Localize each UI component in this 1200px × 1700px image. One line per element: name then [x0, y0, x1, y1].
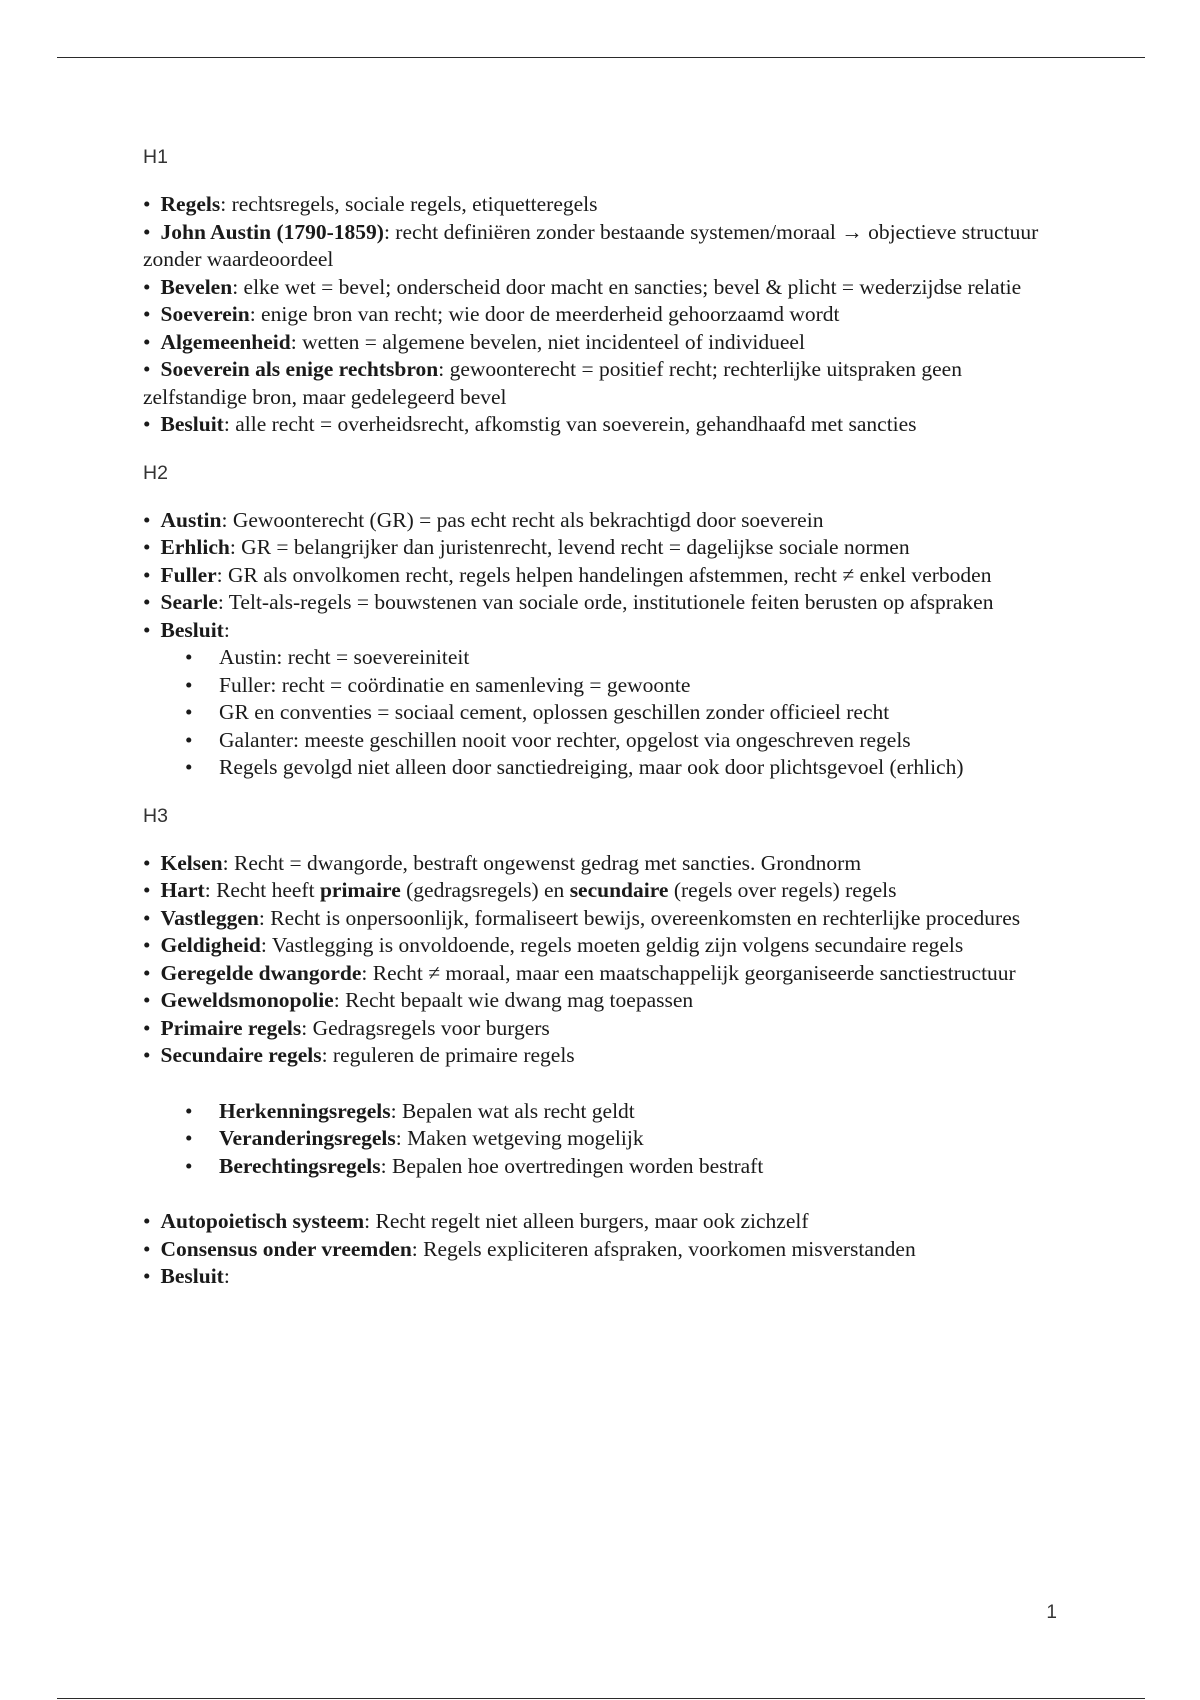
list-item: • Primaire regels: Gedragsregels voor burgers	[143, 1015, 550, 1040]
list-item: • Geldigheid: Vastlegging is onvoldoende, regels moeten geldig zijn volgens secundaire regels	[143, 933, 964, 957]
list-item: • Secundaire regels: reguleren de primaire regels	[143, 1043, 575, 1067]
list-item: • Erhlich: GR = belangrijker dan juristenrecht, levend recht = dagelijkse sociale normen	[143, 535, 910, 559]
spacer	[143, 1180, 1068, 1208]
list-item: • Besluit: alle recht = overheidsrecht, afkomstig van soeverein, gehandhaafd met sancties	[143, 412, 917, 436]
sub-bullet-list	[143, 1098, 1068, 1181]
sub-list-item: • Berechtingsregels: Bepalen hoe overtredingen worden bestraft	[185, 1153, 1068, 1181]
list-item: • Algemeenheid: wetten = algemene bevelen, niet incidenteel of individueel	[143, 329, 805, 354]
bullet-icon: •	[185, 1098, 193, 1123]
list-item: • Besluit: • Austin: recht = soevereiniteit • Fuller: recht = coördinatie en samenleving = gewoonte • GR en conventies = sociaal cement, oplossen geschillen zonder officieel recht • Galanter: meeste geschillen nooit voor rechter, opgelost via ongeschreven regels • Regels gevolgd niet alleen door sanctiedreiging, maar ook door plichtsgevoel (erhlich)	[143, 617, 1068, 782]
sub-list-item: • Austin: recht = soevereiniteit	[185, 644, 1068, 672]
list-item: • Searle: Telt-als-regels = bouwstenen van sociale orde, institutionele feiten berusten op afspraken	[143, 590, 994, 614]
document-body	[143, 143, 1068, 1311]
page-number: 1	[1046, 1602, 1057, 1623]
section-h1	[143, 143, 1068, 439]
list-item: • Soeverein als enige rechtsbron: gewoonterecht = positief recht; rechterlijke uitspraken geen zelfstandige bron, maar gedelegeerd bevel	[143, 357, 962, 409]
bullet-icon: •	[143, 850, 151, 875]
list-item: • Soeverein: enige bron van recht; wie door de meerderheid gehoorzaamd wordt	[143, 302, 840, 326]
bullet-icon: •	[143, 1236, 151, 1261]
bullet-icon: •	[185, 1153, 193, 1178]
sub-list-item: • Fuller: recht = coördinatie en samenleving = gewoonte	[185, 672, 1068, 700]
bullet-icon: •	[143, 329, 151, 354]
list-item: • Besluit:	[143, 1264, 230, 1288]
bullet-icon: •	[143, 562, 151, 587]
bullet-icon: •	[185, 1126, 193, 1150]
bullet-icon: •	[143, 507, 151, 532]
header-rule	[57, 57, 1145, 58]
list-item: • Geweldsmonopolie: Recht bepaalt wie dwang mag toepassen	[143, 988, 694, 1012]
section-h3	[143, 802, 1068, 1291]
bullet-icon: •	[143, 412, 151, 436]
bullet-icon: •	[143, 988, 151, 1012]
list-item: • Bevelen: elke wet = bevel; onderscheid door macht en sancties; bevel & plicht = wederzijdse relatie	[143, 274, 1022, 299]
section-heading: H3	[143, 804, 168, 827]
bullet-icon: •	[143, 219, 151, 244]
section-heading: H1	[143, 146, 168, 168]
bullet-icon: •	[143, 933, 151, 957]
bullet-list	[143, 191, 1068, 439]
list-item: • Kelsen: Recht = dwangorde, bestraft ongewenst gedrag met sancties. Grondnorm	[143, 850, 862, 875]
bullet-icon: •	[143, 960, 151, 985]
list-item: • Fuller: GR als onvolkomen recht, regels helpen handelingen afstemmen, recht ≠ enkel verboden	[143, 562, 992, 587]
bullet-icon: •	[143, 274, 151, 299]
sub-list-item: • Regels gevolgd niet alleen door sanctiedreiging, maar ook door plichtsgevoel (erhlich)	[185, 754, 1068, 782]
bullet-icon: •	[185, 755, 193, 779]
bullet-icon: •	[143, 192, 151, 216]
list-item: • Hart: Recht heeft primaire (gedragsregels) en secundaire (regels over regels) regels	[143, 878, 897, 902]
bullet-icon: •	[143, 1043, 151, 1067]
section-heading: H2	[143, 461, 168, 484]
spacer	[143, 1070, 1068, 1098]
list-item: • Geregelde dwangorde: Recht ≠ moraal, maar een maatschappelijk georganiseerde sanctiestructuur	[143, 960, 1016, 985]
bullet-list	[143, 507, 1068, 782]
bullet-icon: •	[143, 878, 151, 902]
bullet-list	[143, 850, 1068, 1070]
list-item: • Regels: rechtsregels, sociale regels, etiquetteregels	[143, 192, 598, 216]
bullet-icon: •	[143, 590, 151, 614]
list-item: • Vastleggen: Recht is onpersoonlijk, formaliseert bewijs, overeenkomsten en rechterlijke procedures	[143, 905, 1021, 930]
sub-list-item: • Galanter: meeste geschillen nooit voor rechter, opgelost via ongeschreven regels	[185, 727, 1068, 755]
bullet-icon: •	[143, 1209, 151, 1233]
list-item: • John Austin (1790-1859): recht definiëren zonder bestaande systemen/moraal → objectieve structuur zonder waardeoordeel	[143, 219, 1039, 271]
sub-bullet-list	[143, 644, 1068, 782]
bullet-icon: •	[143, 357, 151, 381]
bullet-icon: •	[185, 672, 193, 697]
list-item: • Consensus onder vreemden: Regels expliciteren afspraken, voorkomen misverstanden	[143, 1236, 916, 1261]
bullet-list	[143, 1208, 1068, 1291]
bullet-icon: •	[185, 727, 193, 752]
bullet-icon: •	[185, 645, 193, 669]
bullet-icon: •	[143, 302, 151, 326]
bullet-icon: •	[143, 535, 151, 559]
footer-rule	[57, 1698, 1145, 1699]
sub-list-item: • GR en conventies = sociaal cement, oplossen geschillen zonder officieel recht	[185, 699, 1068, 727]
list-item: • Austin: Gewoonterecht (GR) = pas echt recht als bekrachtigd door soeverein	[143, 507, 824, 532]
list-item: • Autopoietisch systeem: Recht regelt niet alleen burgers, maar ook zichzelf	[143, 1209, 809, 1233]
bullet-icon: •	[143, 1015, 151, 1040]
sub-list-item: • Herkenningsregels: Bepalen wat als recht geldt	[185, 1098, 1068, 1126]
bullet-icon: •	[143, 617, 151, 642]
section-h2	[143, 459, 1068, 782]
sub-list-item: • Veranderingsregels: Maken wetgeving mogelijk	[185, 1125, 1068, 1153]
bullet-icon: •	[143, 905, 151, 930]
bullet-icon: •	[185, 700, 193, 724]
bullet-icon: •	[143, 1264, 151, 1288]
